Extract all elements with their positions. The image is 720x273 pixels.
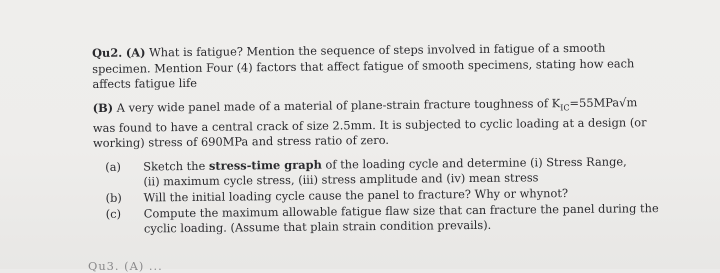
question-number: Qu2. bbox=[92, 45, 123, 60]
text-segment: Sketch the bbox=[143, 158, 209, 174]
sub-question-marker: (b) bbox=[105, 190, 122, 205]
part-a bbox=[92, 40, 662, 93]
part-b-text-post: =55MPa√m bbox=[569, 95, 638, 110]
part-b-label: (B) bbox=[92, 100, 114, 115]
sub-question-c bbox=[94, 201, 664, 238]
text-segment: (ii) maximum cycle stress, (iii) stress amplitude and (iv) mean stress bbox=[143, 170, 539, 189]
sub-question-text: Will the initial loading cycle cause the panel to fracture? Why or whynot? bbox=[143, 186, 569, 205]
part-b bbox=[93, 95, 664, 152]
sub-question-marker: (a) bbox=[105, 159, 122, 174]
part-a-label: (A) bbox=[125, 45, 146, 60]
part-b-text-pre: A very wide panel made of a material of plane-strain fracture toughness of K bbox=[116, 95, 561, 115]
next-question-cutoff: Qu3. (A) ... bbox=[88, 259, 163, 273]
sub-question-marker: (c) bbox=[105, 206, 122, 221]
kic-subscript: IC bbox=[560, 103, 570, 113]
question-2 bbox=[92, 40, 664, 238]
sub-question-text: Compute the maximum allowable fatigue flaw size that can fracture the panel during the cyclic loading. (Assume that plain strain condition prevails). bbox=[143, 200, 659, 236]
sub-question-list bbox=[93, 154, 664, 238]
part-b-text-rest: was found to have a central crack of size 2.5mm. It is subjected to cyclic loading at a design (or working) stress of 690MPa and stress ratio of zero. bbox=[92, 114, 647, 151]
text-segment: of the loading cycle and determine (i) Stress Range, bbox=[321, 154, 627, 172]
part-a-text: What is fatigue? Mention the sequence of steps involved in fatigue of a smooth specimen. Mention Four (4) factors that affect fatigue of smooth specimens, stating how each affects fatigue life bbox=[92, 40, 635, 92]
bold-term: stress-time graph bbox=[208, 157, 322, 173]
